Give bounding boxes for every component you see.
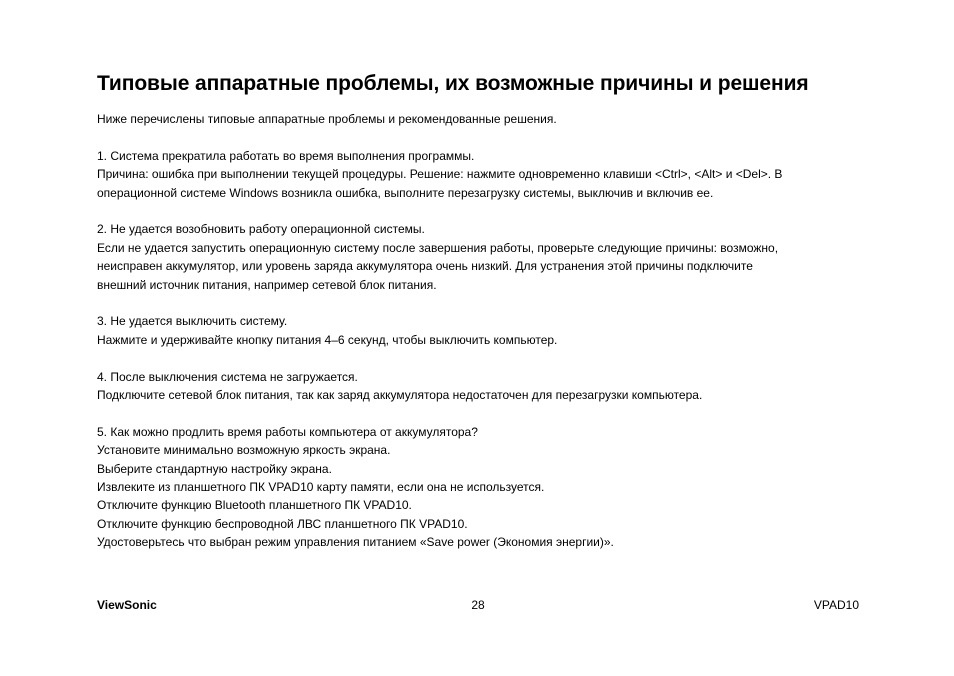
problem-text: Установите минимально возможную яркость экрана. [97,443,391,458]
problem-text: Отключите функцию Bluetooth планшетного ПК VPAD10. [97,498,412,513]
problem-heading: 4. После выключения система не загружается. [97,369,358,384]
problem-heading: 3. Не удается выключить систему. [97,314,288,329]
problem-text: Выберите стандартную настройку экрана. [97,461,332,476]
problem-section-2 [97,220,859,294]
problem-text: Подключите сетевой блок питания, так как заряд аккумулятора недостаточен для перезагрузки компьютера. [97,388,703,403]
problem-text: внешний источник питания, например сетевой блок питания. [97,277,437,292]
intro-text: Ниже перечислены типовые аппаратные проблемы и рекомендованные решения. [97,112,557,126]
footer-brand: ViewSonic [97,598,157,612]
footer-model: VPAD10 [813,598,859,612]
problem-text: Причина: ошибка при выполнении текущей процедуры. Решение: нажмите одновременно клавиши <Ctrl>, <Alt> и <Del>. В [97,167,783,182]
problem-heading: 1. Система прекратила работать во время выполнения программы. [97,148,475,163]
problem-section-4 [97,368,859,405]
problem-text: операционной системе Windows возникла ошибка, выполните перезагрузку системы, выключив и включив ее. [97,185,714,200]
problem-heading: 5. Как можно продлить время работы компьютера от аккумулятора? [97,424,478,439]
problem-text: Удостоверьтесь что выбран режим управления питанием «Save power (Экономия энергии)». [97,535,614,550]
spacer [97,202,859,220]
problem-heading: 2. Не удается возобновить работу операционной системы. [97,222,425,237]
problem-section-3 [97,312,859,349]
page-footer [97,598,859,616]
spacer [97,294,859,312]
problem-text: Извлеките из планшетного ПК VPAD10 карту памяти, если она не используется. [97,480,545,495]
problem-section-5 [97,423,859,552]
page-title: Типовые аппаратные проблемы, их возможные причины и решения [97,72,809,95]
spacer [97,404,859,422]
spacer [97,128,859,146]
footer-page-number: 28 [471,598,485,612]
problem-text: неисправен аккумулятор, или уровень заряда аккумулятора очень низкий. Для устранения этой причины подключите [97,259,753,274]
problem-text: Если не удается запустить операционную систему после завершения работы, проверьте следующие причины: возможно, [97,240,779,255]
problem-section-1 [97,147,859,202]
problem-text: Нажмите и удерживайте кнопку питания 4–6 секунд, чтобы выключить компьютер. [97,332,558,347]
spacer [97,349,859,367]
document-page [97,70,859,552]
problem-text: Отключите функцию беспроводной ЛВС планшетного ПК VPAD10. [97,516,468,531]
